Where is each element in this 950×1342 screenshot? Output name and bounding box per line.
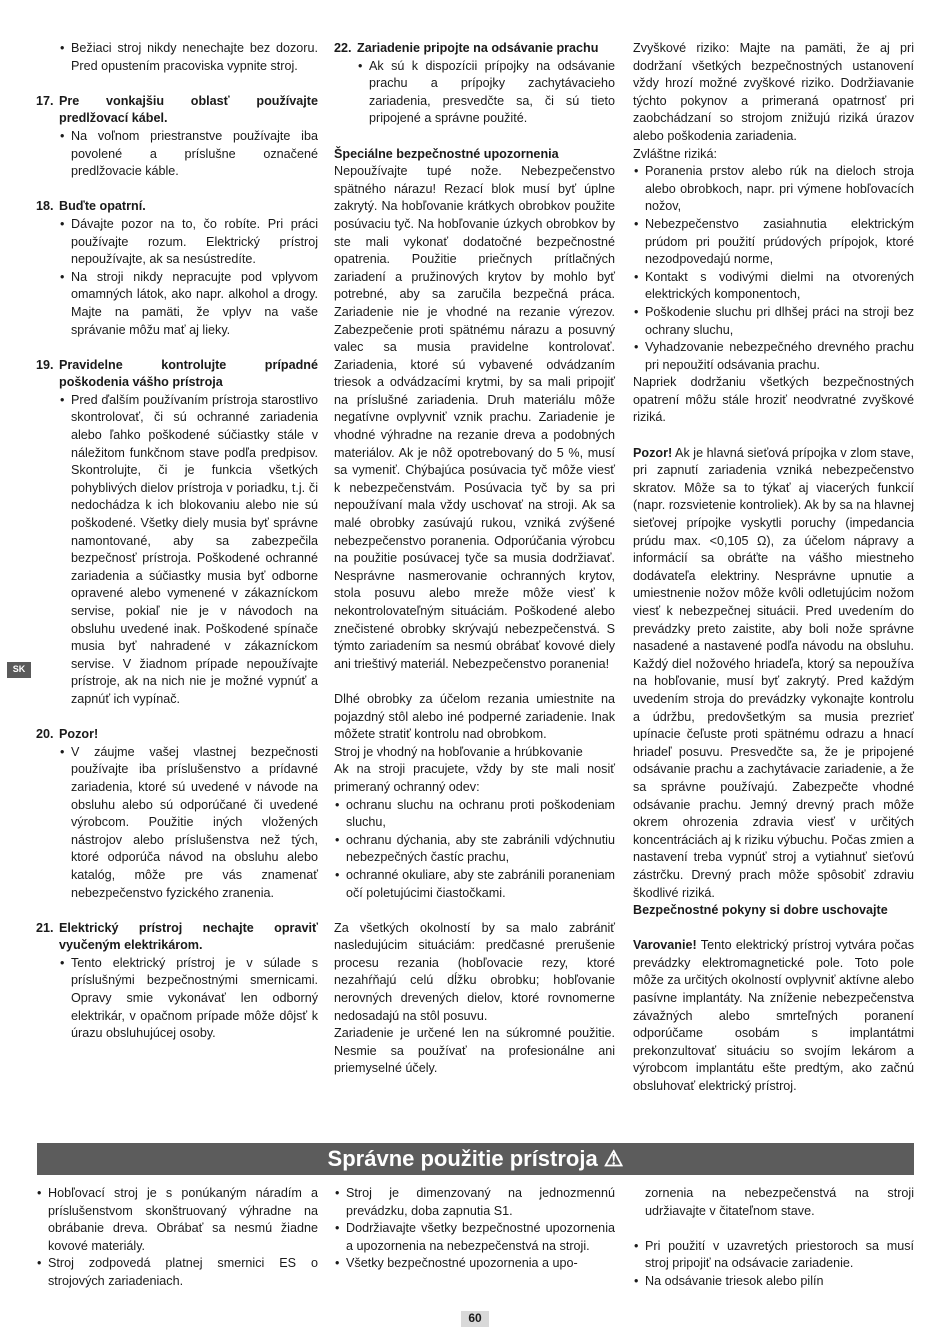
intro-list [59, 40, 318, 75]
risk-list [633, 163, 914, 374]
special-warnings-text: Nepoužívajte tupé nože. Nebezpečenstvo spätného nárazu! Rezací blok musí byť úplne zakrytý. Na hobľovanie krátkych obrobkov použite posúvaciu tyč. Na hobľovanie úzkych obrobkov by ste mali vykonať dodatočné bezpečnostné opatrenia. Použitie priečnych prítlačných zariadení a pružinových krytov by mohlo byť potrebné, aby sa zaručila bezpečná práca. Zariadenie nie je vhodné na rezanie výrezov. Zabezpečenie proti spätnému nárazu a posuvný valec sa musia pravidelne kontrolovať. Zariadenia, ktoré sú vybavené odvádzaním triesok a odvádzacími krytmi, by sa mali pripojiť na príslušné zariadenia. Druh materiálu môže negatívne ovplyvniť vznik prachu. Zariadenie je vhodné výhradne na rezanie dreva a podobných materiálov. Ak je nôž opotrebovaný do 5 %, musí sa vymeniť. Chýbajúca posúvacia tyč môže viesť k nebezpečenstvám. Posúvacia tyč by sa pri nepoužívaní mala vždy uschovať na stroji. Ak sa malé obrobky zasúvajú rukou, vzniká zvýšené nebezpečenstvo poranenia. Odporúčania výrobcu na použitie posúvacej tyče sa musia dodržiavať. Nesprávne nasmerovanie ochranných krytov, stola posuvu alebo mreže môže viesť k nekontrolovateľným situáciám. Poškodené alebo znečistené obrobky skrývajú nebezpečenstvá. S týmto zariadením sa nesmú obrábať kovové diely ani trieštivý materiál. Nebezpečenstvo poranenia! [334, 164, 615, 671]
list-item: • ochranu dýchania, aby ste zabránili vdýchnutiu nebezpečných častíc prachu, [334, 832, 615, 867]
despite-text: Napriek dodržaniu všetkých bezpečnostných opatrení môžu stále hroziť neodvratné zvyškové riziká. [633, 375, 914, 425]
bottom-column-1 [36, 1185, 318, 1291]
section-19-heading: 19. Pravidelne kontrolujte prípadné poškodenia vášho prístroja [36, 357, 318, 390]
list-item: • Stroj je dimenzovaný na jednozmennú prevádzku, doba zapnutia S1. [334, 1185, 615, 1220]
list-item: • Dodržiavajte všetky bezpečnostné upozornenia a upozornenia na nebezpečenstvá na stroji. [334, 1220, 615, 1255]
page-number: 60 [461, 1311, 489, 1327]
language-tab: SK [7, 662, 31, 678]
list-item: • Kontakt s vodivými dielmi na otvorených elektrických komponentoch, [633, 269, 914, 304]
attention-paragraph: Pozor! Ak je hlavná sieťová prípojka v zlom stave, pri zapnutí zariadenia vzniká nebezpečenstvo skratov. Môže sa to týkať aj viacerých funkcií (napr. rozsvietenie kontroliek). Ak by sa na hlavnej sieťovej prípojke vyskytli poruchy (impedancia prúdu max. <0,105 Ω), za účelom nápravy a informácií sa obráťte na vášho miestneho dodávateľa elektriny. Nesprávne upnutie a umiestnenie nožov môže kvôli odletujúcim nožom viesť k nebezpečnej situácii. Pred uvedením do prevádzky preto zaistite, aby boli nože správne nasadené a nastavené podľa návodu na obsluhu. Každý diel nožového hriadeľa, ktorý sa nepoužíva na hobľovanie, musí byť zakrytý. Pred každým uvedením stroja do prevádzky vykonajte kontrolu a údržbu, predovšetkým sa musia prezrieť upínacie čeľuste proti spätnému odrazu a hnací hriadeľ posuvu. Presvedčte sa, že je pripojené odsávanie prachu a zachytávacie zariadenie, a že sa správne používajú. Zabezpečte vhodné odsávanie prachu. Jemný drevný prach môže okrem ohrozenia zdravia viesť v určitých koncentráciách aj k riziku výbuchu. Počas zmien a nastavení treba vypnúť stroj a vytiahnuť sieťovú zástrčku. Drevný prach môže spôsobiť zdraviu škodlivé riziká. [633, 445, 914, 900]
section-17-heading: 17. Pre vonkajšiu oblasť používajte predlžovací kábel. [36, 93, 318, 126]
list-item: • Pred ďalším používaním prístroja starostlivo skontrolovať, či sú ochranné zariadenia alebo ľahko poškodené súčiastky stále v náležitom funkčnom stave podľa predpisov. Skontrolujte, či je funkcia všetkých pohyblivých dielov prístroja v poriadku, t.j. či nedochádza k ich blokovaniu alebo nie sú poškodené. Všetky diely musia byť správne namontované, aby sa zabezpečila bezpečnosť prístroja. Poškodené ochranné zariadenia a súčiastky musia byť odborne opravené alebo vymenené v zákazníckom servise, pokiaľ nie je v návodoch na obsluhu uvedené inak. Poškodené spínače musia byť nahradené v zákazníckom servise. V žiadnom prípade nepoužívajte prístroje, ak na nich nie je možné vypnúť a zapnúť ich vypínač. [59, 392, 318, 709]
protective-clothing-text: Ak na stroji pracujete, vždy by ste mali nosiť primeraný ochranný odev: [334, 762, 615, 794]
usage-list-1 [36, 1185, 318, 1291]
section-banner [37, 1143, 914, 1175]
bottom-column-2 [334, 1185, 615, 1273]
section-20-heading: 20. Pozor! [36, 727, 99, 742]
section-17-list [59, 128, 318, 181]
section-20-list [59, 744, 318, 902]
protective-clothing-list [334, 797, 615, 903]
list-item: • Vyhadzovanie nebezpečného drevného prachu pri nepoužití odsávania prachu. [633, 339, 914, 374]
list-item: • Bežiaci stroj nikdy nenechajte bez dozoru. Pred opustením pracoviska vypnite stroj. [59, 40, 318, 75]
list-item: • Pri použití v uzavretých priestoroch sa musí stroj pripojiť na odsávacie zariadenie. [633, 1238, 914, 1273]
banner-title: Správne použitie prístroja [327, 1146, 598, 1172]
list-item: • ochranu sluchu na ochranu proti poškodeniam sluchu, [334, 797, 615, 832]
list-item: • Poškodenie sluchu pri dlhšej práci na stroji bez ochrany sluchu, [633, 304, 914, 339]
suitability-text: Stroj je vhodný na hobľovanie a hrúbkovanie [334, 744, 583, 759]
list-item: • Na voľnom priestranstve používajte iba povolené a príslušne označené predlžovacie káble. [59, 128, 318, 181]
list-item: • Na stroji nikdy nepracujte pod vplyvom omamných látok, ako napr. alkohol a drogy. Majte na pamäti, že vplyv na vaše správanie môžu mať aj lieky. [59, 269, 318, 339]
list-item: • Ak sú k dispozícii prípojky na odsávanie prachu a prípojky zachytávacieho zariadenia, presvedčte sa, či sú tieto pripojené a správne použité. [357, 58, 615, 128]
list-item: • Dávajte pozor na to, čo robíte. Pri práci používajte rozum. Elektrický prístroj nepoužívajte, ak sa nesústredíte. [59, 216, 318, 269]
section-21-list [59, 955, 318, 1043]
column-2 [334, 40, 615, 1078]
list-item: • ochranné okuliare, aby ste zabránili poraneniam očí poletujúcimi čiastočkami. [334, 867, 615, 902]
list-item: • Hobľovací stroj je s ponúkaným náradím a príslušenstvom skonštruovaný výhradne na obrábanie dreva. Obrábať sa nesmú žiadne kovové materiály. [36, 1185, 318, 1255]
special-warnings-heading: Špeciálne bezpečnostné upozornenia [334, 146, 559, 161]
list-item: • Na odsávanie triesok alebo pilín [633, 1273, 914, 1291]
usage-continuation: zornenia na nebezpečenstvá na stroji udržiavajte v čitateľnom stave. [645, 1186, 914, 1218]
list-item: • Všetky bezpečnostné upozornenia a upo- [334, 1255, 615, 1273]
special-risks-label: Zvláštne riziká: [633, 146, 717, 161]
residual-risk-text: Zvyškové riziko: Majte na pamäti, že aj pri dodržaní všetkých bezpečnostných ustanovení vždy hrozí možné zvyškové riziko. Dodržiavanie týchto pokynov a primeraná opatrnosť pri zaobchádzaní so strojom znižujú riziká úrazov alebo poškodenia zariadenia. [633, 41, 914, 143]
section-19-list [59, 392, 318, 709]
warning-triangle-icon: ⚠ [603, 1146, 624, 1172]
list-item: • Poranenia prstov alebo rúk na dieloch stroja alebo obrobkoch, napr. pri výmene hobľovacích nožov, [633, 163, 914, 216]
attention-label: Pozor! [633, 445, 673, 460]
column-3 [633, 40, 914, 1096]
usage-list-3 [633, 1238, 914, 1291]
list-item: • Stroj zodpovedá platnej smernici ES o strojových zariadeniach. [36, 1255, 318, 1290]
column-1 [36, 40, 318, 1043]
section-22-heading: 22. Zariadenie pripojte na odsávanie prachu [334, 41, 599, 55]
avoid-situations-text: Za všetkých okolností by sa malo zabrániť nasledujúcim situáciám: predčasné prerušenie procesu rezania (hobľovacie rezy, ktoré nezahŕňajú celú dĺžku obrobku; hobľovanie nerovných drevených dielov, ktoré rovnomerne nedosadajú na stôl posuvu. [334, 920, 615, 1023]
list-item: • Nebezpečenstvo zasiahnutia elektrickým prúdom pri použití prúdových prípojok, ktoré nezodpovedajú norme, [633, 216, 914, 269]
section-18-list [59, 216, 318, 339]
usage-list-2 [334, 1185, 615, 1273]
private-use-text: Zariadenie je určené len na súkromné použitie. Nesmie sa používať na profesionálne ani priemyselné účely. [334, 1026, 615, 1076]
warning-paragraph: Varovanie! Tento elektrický prístroj vytvára počas prevádzky elektromagnetické pole. Toto pole môže za určitých okolností ovplyvniť aktívne alebo pasívne implantáty. Na zníženie nebezpečenstva závažných alebo smrteľných poranení odporúčame osobám s implantátmi prekonzultovať situáciu so svojím lekárom a výrobcom implantátu ešte predtým, ako začnú obsluhovať elektrický prístroj. [633, 938, 914, 1094]
section-21-heading: 21. Elektrický prístroj nechajte opraviť vyučeným elektrikárom. [36, 920, 318, 953]
bottom-column-3 [633, 1185, 914, 1291]
list-item: • V záujme vašej vlastnej bezpečnosti používajte iba príslušenstvo a prídavné zariadenia, ktoré sú uvedené v návode na obsluhu alebo sú odporúčané či uvedené výrobcom. Použitie iných vložených nástrojov alebo príslušenstva než tých, ktoré odporúča návod na obsluhu alebo katalóg, môže pre vás znamenať nebezpečenstvo fyzického zranenia. [59, 744, 318, 902]
warning-label: Varovanie! [633, 938, 697, 953]
section-22-list [357, 58, 615, 128]
long-workpieces-text: Dlhé obrobky za účelom rezania umiestnite na pojazdný stôl alebo iné podperné zariadenie. Inak môžete stratiť kontrolu nad obrobkom. [334, 691, 615, 742]
keep-instructions-heading: Bezpečnostné pokyny si dobre uschovajte [633, 903, 888, 918]
list-item: • Tento elektrický prístroj je v súlade s príslušnými bezpečnostnými smernicami. Opravy smie vykonávať len odborný elektrikár, v opačnom prípade môže dôjsť k úrazu obsluhujúcej osoby. [59, 955, 318, 1043]
section-18-heading: 18. Buďte opatrní. [36, 199, 146, 214]
